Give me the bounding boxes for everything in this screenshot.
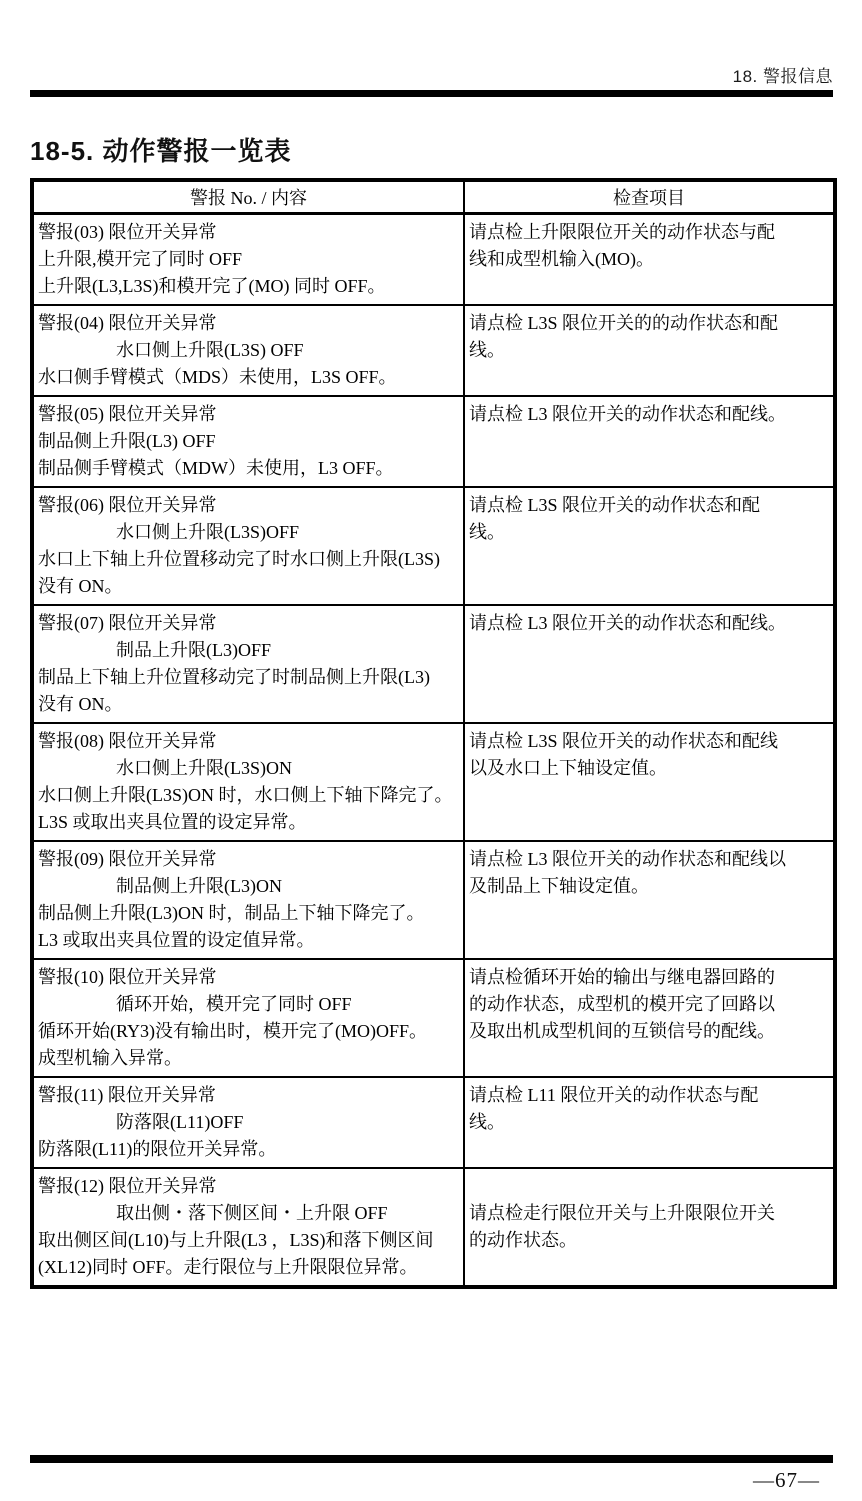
alarm-content-cell	[32, 841, 464, 959]
table-row	[32, 1168, 835, 1287]
check-item-cell	[464, 841, 835, 959]
alarm-content-line: 警报(05) 限位开关异常	[38, 404, 217, 424]
page-title: 18-5. 动作警报一览表	[30, 136, 292, 166]
alarm-content-line: 上升限(L3,L3S)和模开完了(MO) 同时 OFF。	[38, 276, 386, 296]
alarm-content-line: 警报(06) 限位开关异常	[38, 495, 217, 515]
alarm-content-line: 上升限,模开完了同时 OFF	[38, 249, 243, 269]
alarm-content-line: 水口上下轴上升位置移动完了时水口侧上升限(L3S)	[38, 549, 440, 569]
alarm-content-line: L3S 或取出夹具位置的设定异常。	[38, 812, 307, 832]
alarm-content-cell	[32, 1168, 464, 1287]
check-item-line: 线。	[469, 1112, 505, 1132]
alarm-content-line: 循环开始(RY3)没有输出时，模开完了(MO)OFF。	[38, 1021, 428, 1041]
alarm-content-line: L3 或取出夹具位置的设定值异常。	[38, 930, 315, 950]
alarm-content-cell	[32, 214, 464, 306]
column-header-check-item: 检查项目	[464, 180, 835, 214]
check-item-cell	[464, 214, 835, 306]
running-header: 18. 警报信息	[732, 67, 833, 86]
alarm-content-line: 循环开始，模开完了同时 OFF	[116, 994, 352, 1014]
table-row	[32, 723, 835, 841]
alarm-content-line: 水口侧手臂模式（MDS）未使用，L3S OFF。	[38, 367, 397, 387]
alarm-content-cell	[32, 959, 464, 1077]
table-row	[32, 305, 835, 396]
alarm-content-cell	[32, 723, 464, 841]
alarm-content-line: 水口侧上升限(L3S)ON 时，水口侧上下轴下降完了。	[38, 785, 453, 805]
table-row	[32, 959, 835, 1077]
table-row	[32, 214, 835, 306]
table-header-row	[32, 180, 835, 214]
alarm-content-line: 制品上升限(L3)OFF	[116, 640, 272, 660]
alarm-content-cell	[32, 305, 464, 396]
alarm-content-line: 水口侧上升限(L3S) OFF	[116, 340, 304, 360]
check-item-line: 请点检 L3 限位开关的动作状态和配线。	[469, 613, 786, 633]
alarm-content-line: 警报(03) 限位开关异常	[38, 222, 217, 242]
page-number: —67—	[753, 1468, 820, 1492]
check-item-line: 请点检 L3S 限位开关的的动作状态和配	[469, 313, 779, 333]
check-item-line: 线和成型机输入(MO)。	[469, 249, 654, 269]
check-item-line: 线。	[469, 522, 505, 542]
check-item-cell	[464, 396, 835, 487]
alarm-content-line: 防落限(L11)OFF	[116, 1112, 244, 1132]
alarm-content-line: 警报(04) 限位开关异常	[38, 313, 217, 333]
table-row	[32, 841, 835, 959]
alarm-content-line: 警报(07) 限位开关异常	[38, 613, 217, 633]
alarm-content-line: 取出侧・落下侧区间・上升限 OFF	[116, 1203, 388, 1223]
alarm-content-line: 成型机输入异常。	[38, 1048, 182, 1068]
check-item-line: 以及水口上下轴设定值。	[469, 758, 667, 778]
alarm-content-line: 没有 ON。	[38, 576, 123, 596]
check-item-cell	[464, 305, 835, 396]
column-header-alarm-content: 警报 No. / 内容	[32, 180, 464, 214]
check-item-cell	[464, 723, 835, 841]
check-item-cell	[464, 487, 835, 605]
check-item-cell	[464, 1077, 835, 1168]
alarm-content-line: 制品侧上升限(L3)ON 时，制品上下轴下降完了。	[38, 903, 425, 923]
table-row	[32, 396, 835, 487]
check-item-line: 线。	[469, 340, 505, 360]
check-item-cell	[464, 959, 835, 1077]
alarm-content-line: 制品上下轴上升位置移动完了时制品侧上升限(L3)	[38, 667, 430, 687]
check-item-cell	[464, 605, 835, 723]
alarm-content-line: 水口侧上升限(L3S)OFF	[116, 522, 300, 542]
check-item-cell	[464, 1168, 835, 1287]
check-item-line: 请点检 L3S 限位开关的动作状态和配线	[469, 731, 779, 751]
alarm-content-line: 警报(08) 限位开关异常	[38, 731, 217, 751]
check-item-line: 请点检循环开始的输出与继电器回路的	[469, 967, 775, 987]
check-item-line: 的动作状态，成型机的模开完了回路以	[469, 994, 775, 1014]
alarm-content-line: 制品侧上升限(L3) OFF	[38, 431, 216, 451]
alarm-content-line: 水口侧上升限(L3S)ON	[116, 758, 292, 778]
alarm-content-cell	[32, 396, 464, 487]
check-item-line: 的动作状态。	[469, 1230, 577, 1250]
alarm-table	[30, 178, 837, 1289]
table-row	[32, 605, 835, 723]
check-item-line: 请点检 L11 限位开关的动作状态与配	[469, 1085, 759, 1105]
alarm-content-cell	[32, 487, 464, 605]
check-item-line: 及取出机成型机间的互锁信号的配线。	[469, 1021, 775, 1041]
alarm-content-line: 制品侧手臂模式（MDW）未使用，L3 OFF。	[38, 458, 394, 478]
check-item-line: 请点检 L3 限位开关的动作状态和配线以	[469, 849, 786, 869]
check-item-line: 及制品上下轴设定值。	[469, 876, 649, 896]
header-rule	[30, 90, 833, 97]
alarm-table-body	[32, 214, 835, 1288]
alarm-content-line: 警报(09) 限位开关异常	[38, 849, 217, 869]
check-item-line: 请点检上升限限位开关的动作状态与配	[469, 222, 775, 242]
alarm-content-line: 制品侧上升限(L3)ON	[116, 876, 282, 896]
alarm-content-line: 取出侧区间(L10)与上升限(L3 ，L3S)和落下侧区间	[38, 1230, 434, 1250]
check-item-line: 请点检 L3 限位开关的动作状态和配线。	[469, 404, 786, 424]
alarm-content-cell	[32, 605, 464, 723]
alarm-content-cell	[32, 1077, 464, 1168]
check-item-line: 请点检走行限位开关与上升限限位开关	[469, 1203, 775, 1223]
alarm-content-line: 警报(11) 限位开关异常	[38, 1085, 216, 1105]
alarm-content-line: 没有 ON。	[38, 694, 123, 714]
footer-rule	[30, 1455, 833, 1463]
table-row	[32, 1077, 835, 1168]
alarm-content-line: 警报(12) 限位开关异常	[38, 1176, 217, 1196]
alarm-content-line: 防落限(L11)的限位开关异常。	[38, 1139, 277, 1159]
alarm-content-line: (XL12)同时 OFF。走行限位与上升限限位异常。	[38, 1257, 418, 1277]
alarm-content-line: 警报(10) 限位开关异常	[38, 967, 217, 987]
table-row	[32, 487, 835, 605]
check-item-line: 请点检 L3S 限位开关的动作状态和配	[469, 495, 761, 515]
